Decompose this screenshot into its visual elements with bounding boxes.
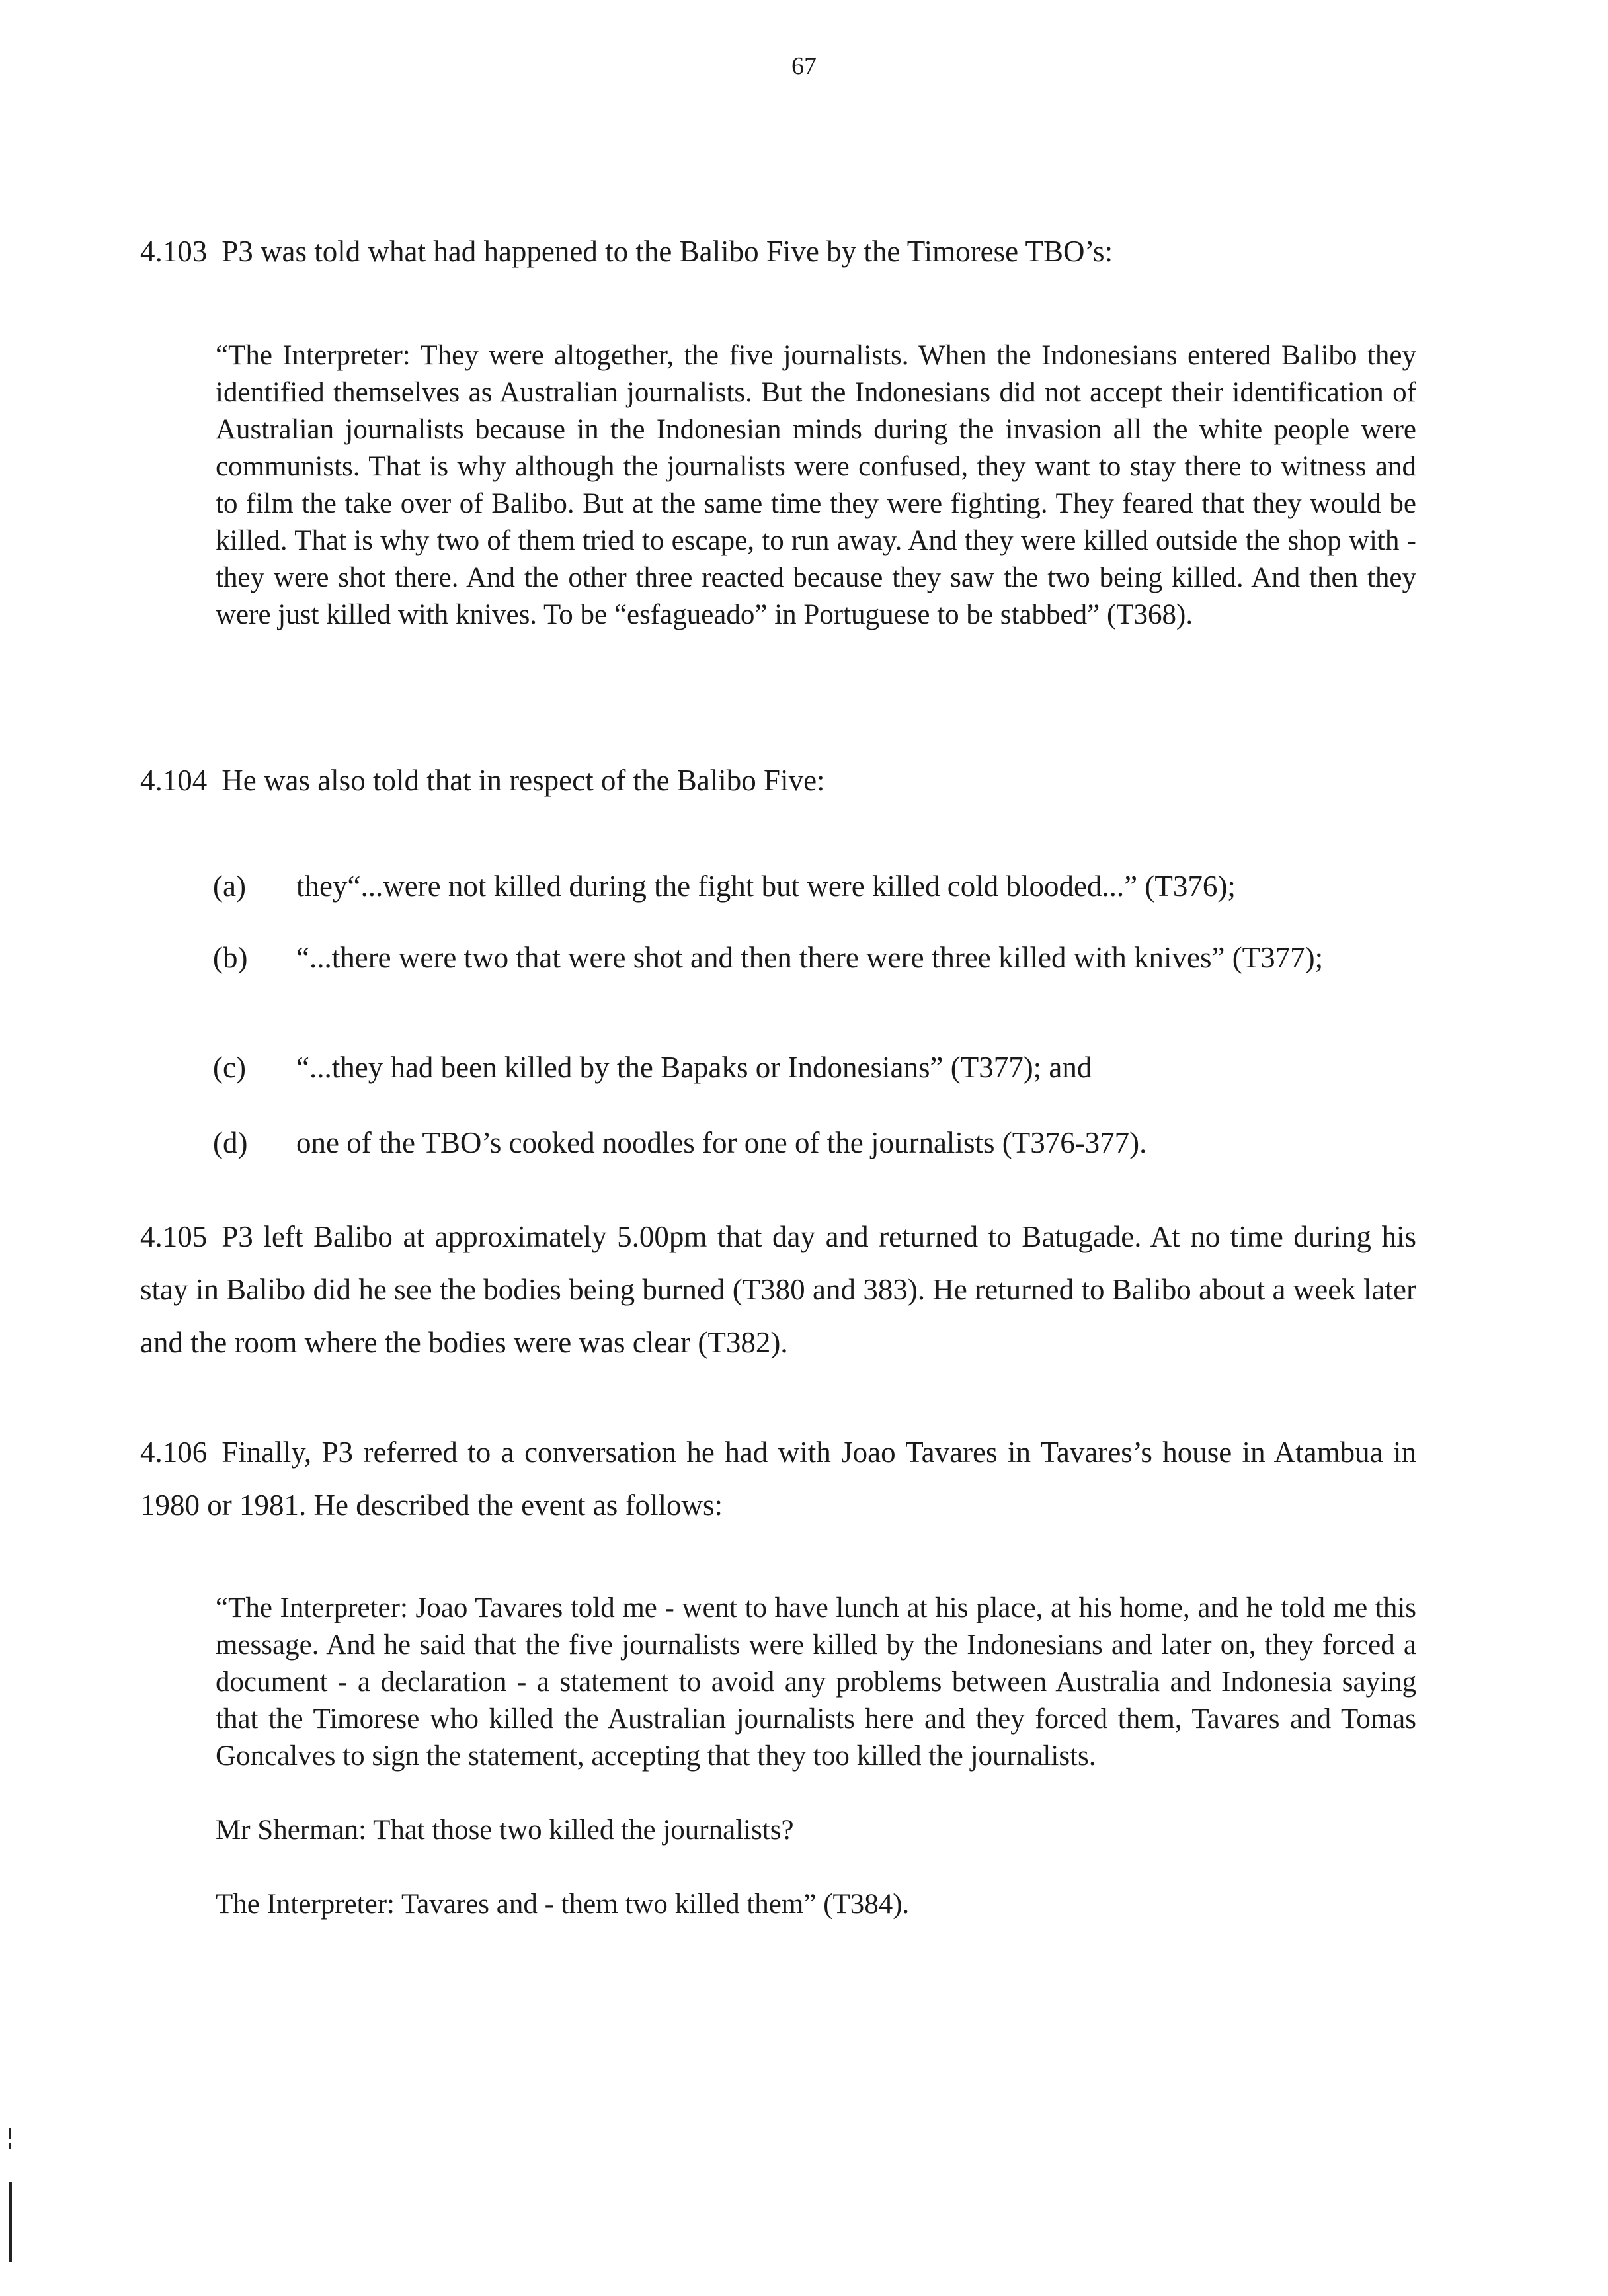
quote-4-106 <box>216 1590 1416 1923</box>
list-label: (a) <box>213 870 246 903</box>
list-label: (c) <box>213 1051 246 1084</box>
quote-line-interpreter-reply: The Interpreter: Tavares and - them two killed them” (T384). <box>216 1889 910 1920</box>
scan-artifact-mark <box>9 2128 11 2139</box>
quote-line-interpreter: “The Interpreter: Joao Tavares told me - went to have lunch at his place, at his home, and he told me this message. And he said that the five journalists were killed by the Indonesians and later on, they forced a document - a declaration - a statement to avoid any problems between Australia and Indonesia saying that the Timorese who killed the Australian journalists here and they forced them, Tavares and Tomas Goncalves to sign the statement, accepting that they too killed the journalists. <box>216 1592 1416 1772</box>
paragraph-text: Finally, P3 referred to a conversation he had with Joao Tavares in Tavares’s house in Atambua in 1980 or 1981. He described the event as follows: <box>140 1436 1416 1522</box>
list-label: (b) <box>213 941 248 974</box>
quote-line-sherman: Mr Sherman: That those two killed the journalists? <box>216 1815 794 1846</box>
paragraph-number: 4.105 <box>140 1220 208 1253</box>
scan-artifact-mark <box>9 2143 11 2149</box>
paragraph-4-104 <box>140 754 1416 807</box>
list-text: “...they had been killed by the Bapaks or Indonesians” (T377); and <box>296 1051 1092 1084</box>
list-item-b <box>213 939 1416 976</box>
list-label: (d) <box>213 1126 248 1159</box>
paragraph-4-103 <box>140 225 1416 278</box>
paragraph-number: 4.104 <box>140 764 208 797</box>
list-item-c <box>213 1049 1416 1086</box>
quote-4-103: “The Interpreter: They were altogether, the five journalists. When the Indonesians entered Balibo they identified themselves as Australian journalists. But the Indonesians did not accept their identification of Australian journalists because in the Indonesian minds during the invasion all the white people were communists. That is why although the journalists were confused, they want to stay there to witness and to film the take over of Balibo. But at the same time they were fighting. They feared that they would be killed. That is why two of them tried to escape, to run away. And they were killed outside the shop with - they were shot there. And the other three reacted because they saw the two being killed. And then they were just killed with knives. To be “esfagueado” in Portuguese to be stabbed” (T368). <box>216 340 1416 630</box>
list-text: one of the TBO’s cooked noodles for one of the journalists (T376-377). <box>296 1126 1147 1159</box>
paragraph-number: 4.106 <box>140 1436 208 1469</box>
scan-artifact-bar <box>9 2182 12 2262</box>
list-text: they“...were not killed during the fight but were killed cold blooded...” (T376); <box>296 870 1236 903</box>
paragraph-text: P3 left Balibo at approximately 5.00pm that day and returned to Batugade. At no time during his stay in Balibo did he see the bodies being burned (T380 and 383). He returned to Balibo about a week later and the room where the bodies were was clear (T382). <box>140 1220 1416 1359</box>
paragraph-4-105 <box>140 1210 1416 1369</box>
paragraph-text: P3 was told what had happened to the Balibo Five by the Timorese TBO’s: <box>221 235 1113 268</box>
paragraph-4-106 <box>140 1426 1416 1532</box>
paragraph-text: He was also told that in respect of the Balibo Five: <box>221 764 825 797</box>
list-text: “...there were two that were shot and then there were three killed with knives” (T377); <box>296 941 1324 974</box>
paragraph-number: 4.103 <box>140 235 208 268</box>
list-item-d <box>213 1124 1416 1161</box>
list-item-a <box>213 868 1416 905</box>
page-number: 67 <box>791 52 817 80</box>
